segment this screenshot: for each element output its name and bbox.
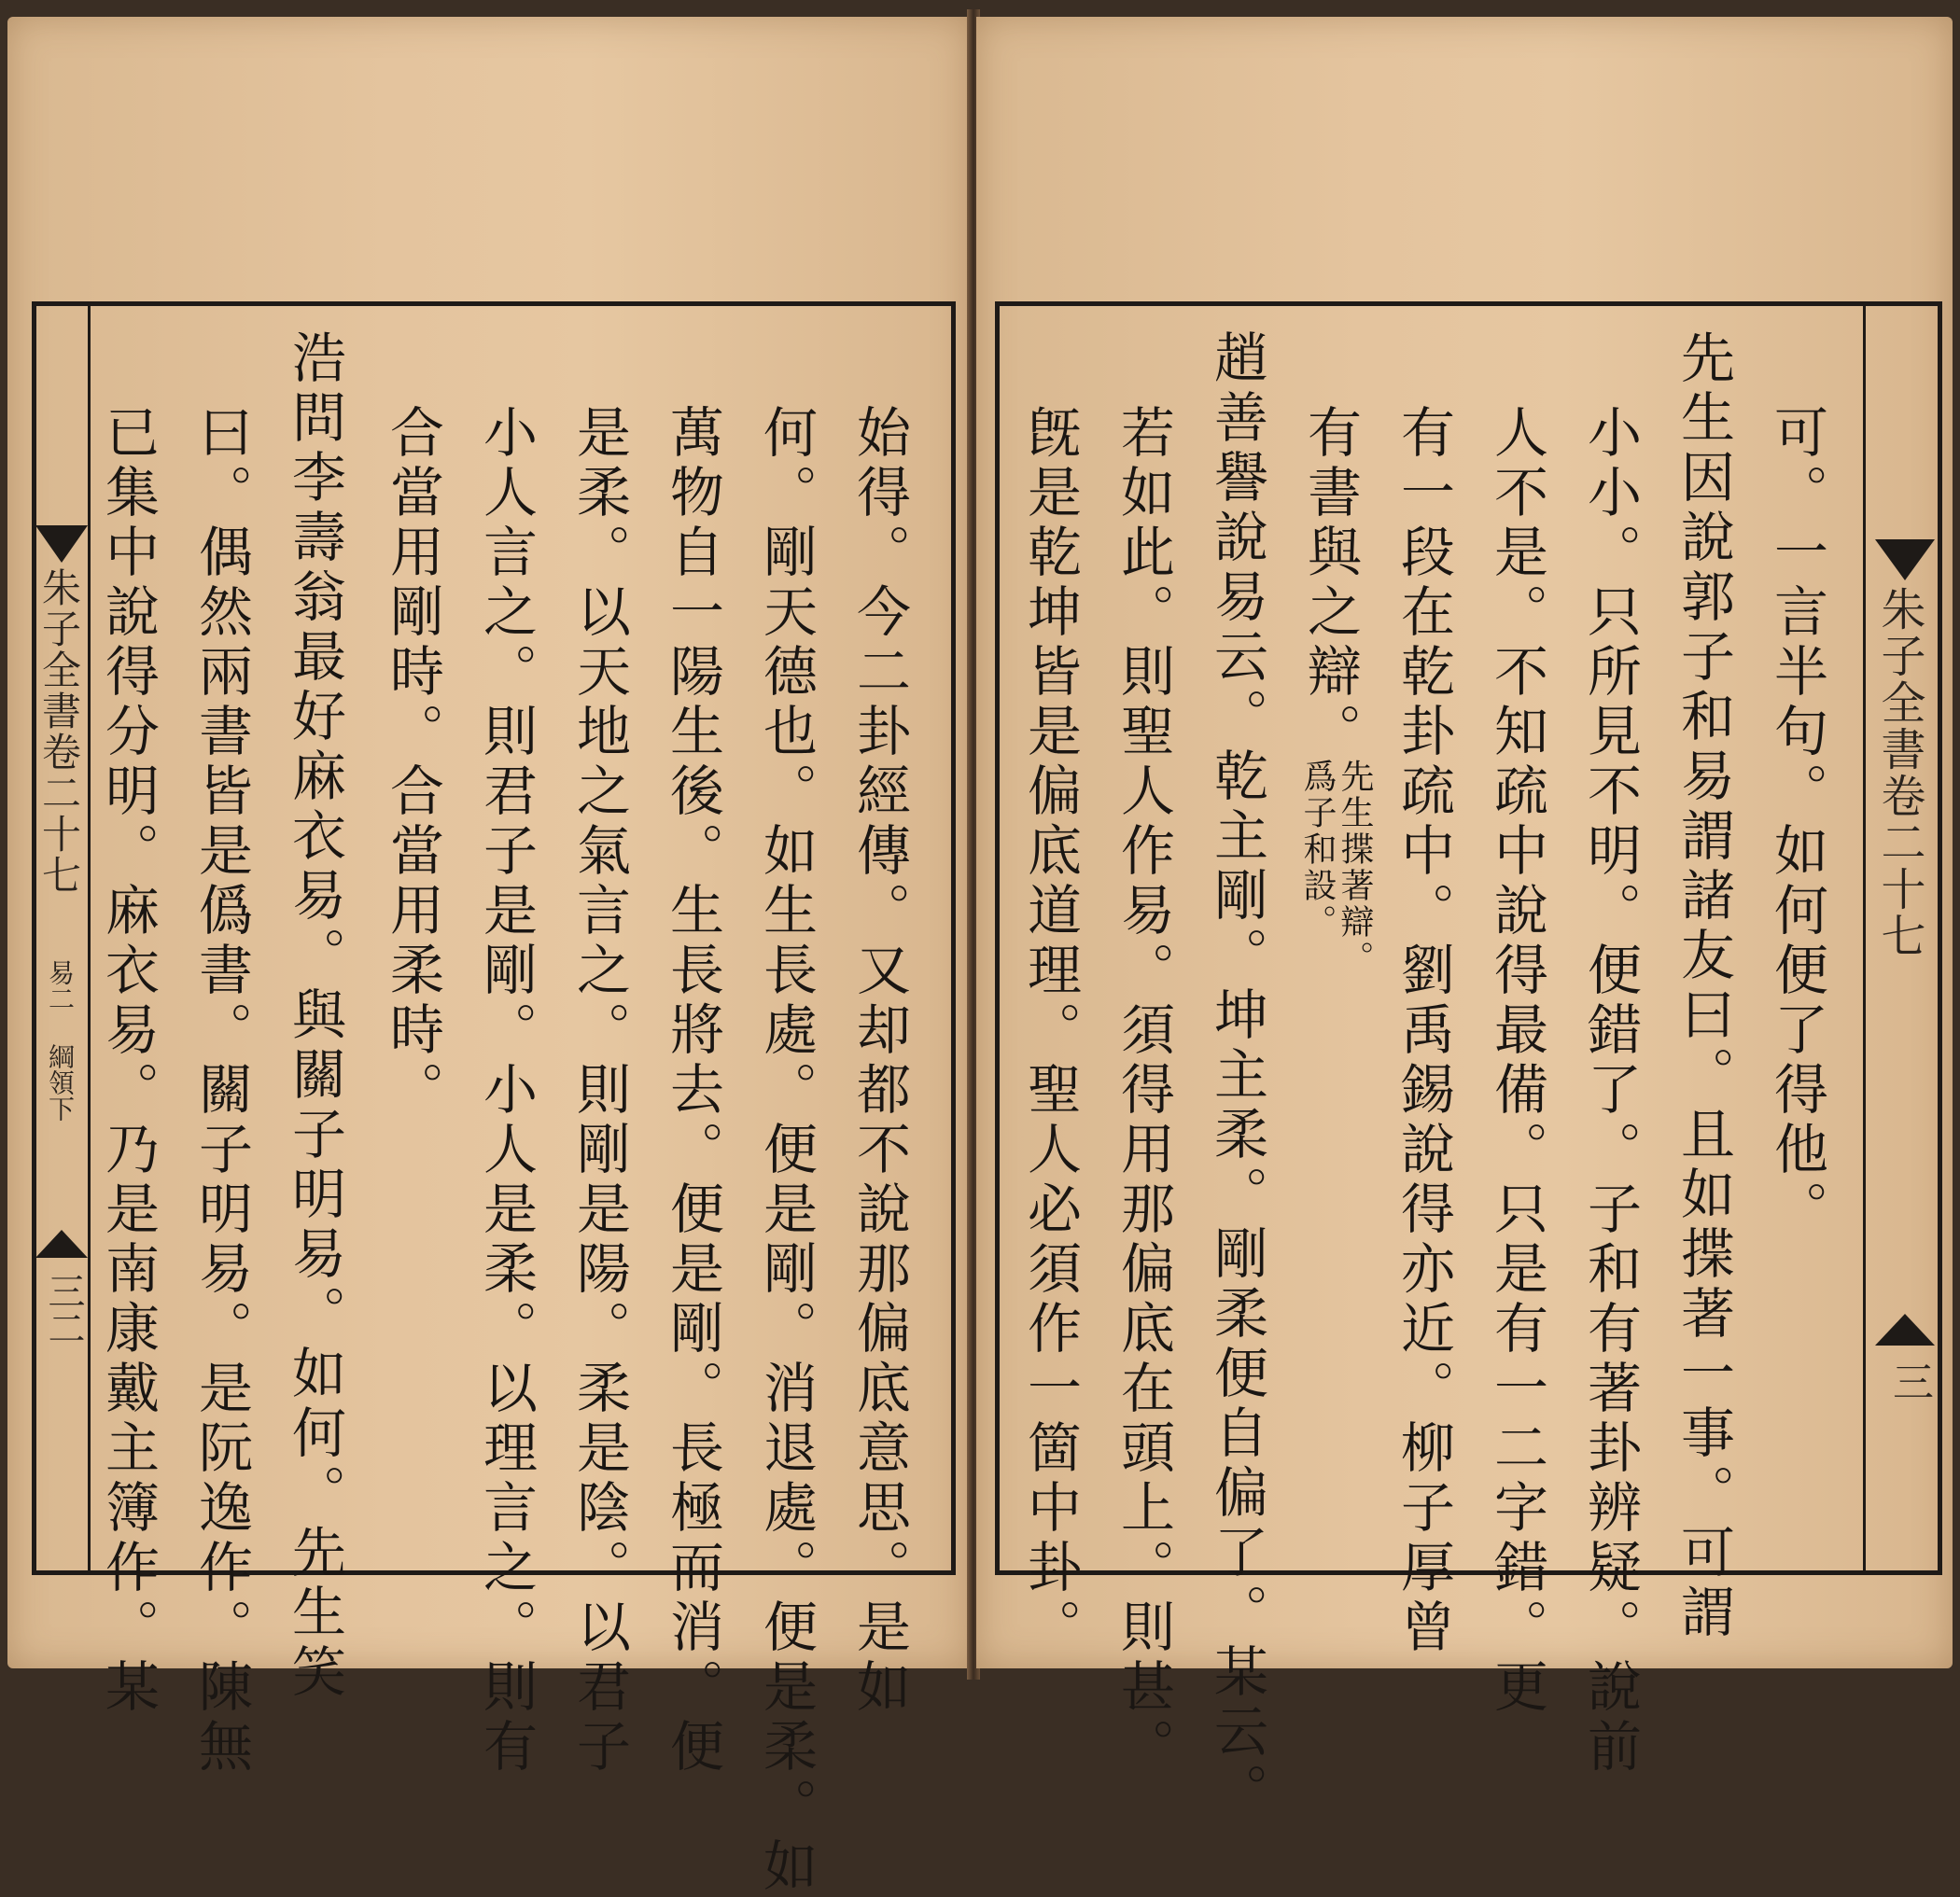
left-margin-section: 易二 [45,959,76,1011]
right-col-1: 可。一言半句。如何便了得他。 [1765,404,1828,1240]
right-fishtail-top-icon [1875,539,1935,580]
left-margin-subsection: 綱領下 [45,1043,76,1122]
left-margin-page-number: 三二 [42,1272,85,1346]
right-col-9: 旣是乾坤皆是偏底道理。聖人必須作一箇中卦。 [1018,404,1082,1658]
right-margin-rule [1863,306,1866,1570]
right-fishtail-bottom-icon [1875,1314,1935,1346]
left-col-9: 已集中說得分明。麻衣易。乃是南康戴主簿作。某 [96,404,160,1718]
left-col-5: 小人言之。則君子是剛。小人是柔。以理言之。則有 [474,404,538,1778]
left-col-8: 曰。偶然兩書皆是僞書。關子明易。是阮逸作。陳無 [189,404,253,1778]
right-col-4: 人不是。不知疏中說得最備。只是有一二字錯。更 [1485,404,1548,1718]
left-fishtail-top-icon [35,525,88,563]
left-col-3: 萬物自一陽生後。生長將去。便是剛。長極而消。便 [661,404,724,1778]
left-margin-rule [88,306,91,1570]
right-col-2: 先生因說郭子和易謂諸友曰。且如揲著一事。可謂 [1672,329,1735,1643]
right-page [976,17,1953,1822]
left-col-7: 浩問李壽翁最好麻衣易。與關子明易。如何。先生笑 [283,329,346,1703]
right-margin-title: 朱子全書卷二十七 [1873,586,1925,959]
right-col-8: 若如此。則聖人作易。須得用那偏底在頭上。則甚。 [1112,404,1175,1778]
left-col-6: 合當用剛時。合當用柔時。 [381,404,444,1121]
left-margin-title: 朱子全書卷二十七 [36,567,82,896]
right-note-a: 先生揲著辯。 [1336,759,1374,977]
left-fishtail-bottom-icon [35,1230,88,1258]
left-col-4: 是柔。以天地之氣言之。則剛是陽。柔是陰。以君子 [567,404,631,1778]
left-page [7,17,971,1897]
right-col-5: 有一段在乾卦疏中。劉禹錫說得亦近。柳子厚曾 [1392,404,1455,1658]
left-col-2: 何。剛天德也。如生長處。便是剛。消退處。便是柔。如 [754,404,818,1897]
left-col-1: 始得。今二卦經傳。又却都不說那偏底意思。是如 [847,404,911,1718]
right-col-7: 趙善譽說易云。乾主剛。坤主柔。剛柔便自偏了。某云。 [1205,329,1268,1822]
right-margin-page-number: 三 [1885,1360,1933,1402]
right-col-3: 小小。只所見不明。便錯了。子和有著卦辨疑。說前 [1578,404,1642,1778]
right-note-b: 爲子和設。 [1298,759,1337,941]
right-col-6: 有書與之辯。 [1298,404,1362,762]
